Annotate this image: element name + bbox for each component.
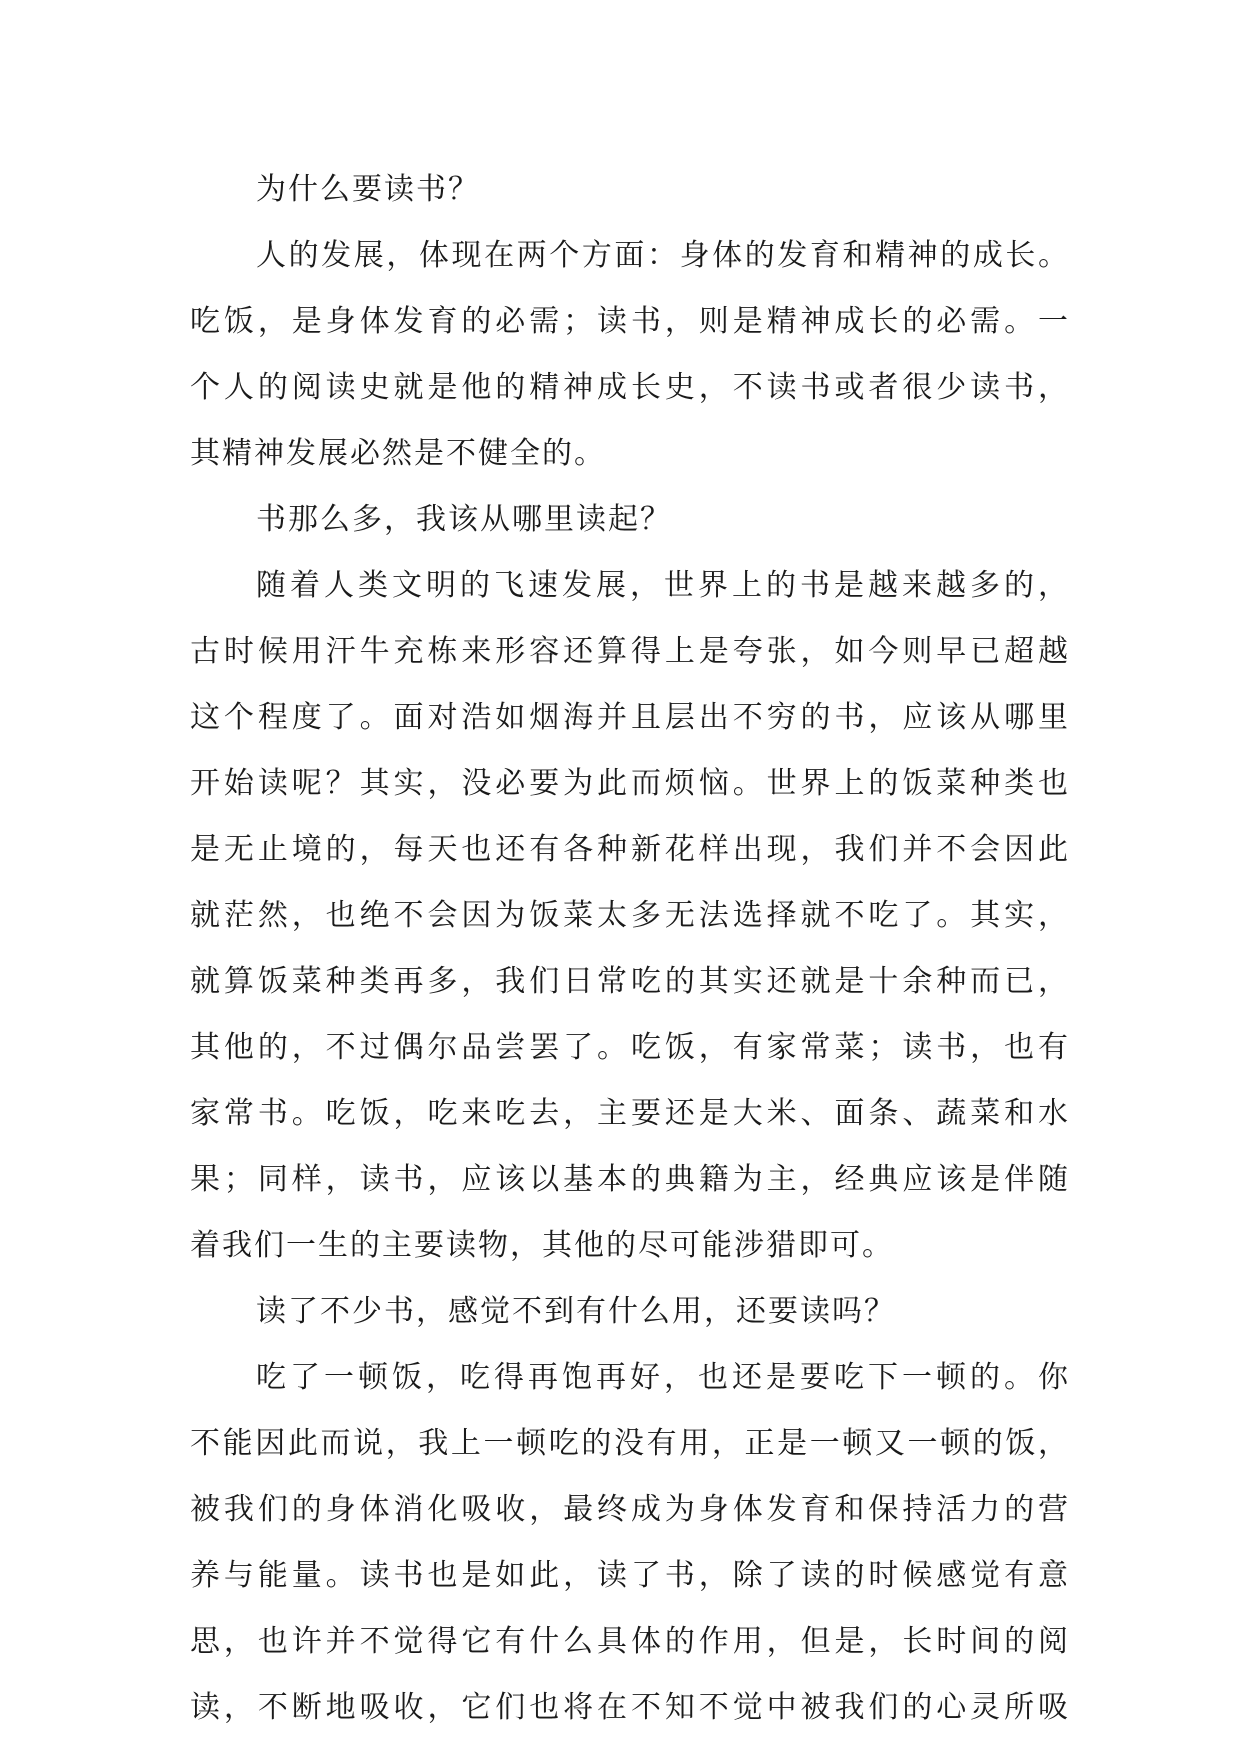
paragraph-line: 被我们的身体消化吸收，最终成为身体发育和保持活力的营 xyxy=(190,1492,1070,1527)
document-body xyxy=(190,157,1070,1741)
paragraph-line: 吃饭，是身体发育的必需；读书，则是精神成长的必需。一 xyxy=(190,304,1070,339)
paragraph-line: 这个程度了。面对浩如烟海并且层出不穷的书，应该从哪里 xyxy=(190,700,1070,735)
paragraph-line: 养与能量。读书也是如此，读了书，除了读的时候感觉有意 xyxy=(190,1558,1070,1593)
paragraph-line: 思，也许并不觉得它有什么具体的作用，但是，长时间的阅 xyxy=(190,1624,1070,1659)
paragraph-line: 人的发展，体现在两个方面：身体的发育和精神的成长。 xyxy=(256,238,1070,273)
paragraph-line: 家常书。吃饭，吃来吃去，主要还是大米、面条、蔬菜和水 xyxy=(190,1096,1070,1131)
question-heading: 读了不少书，感觉不到有什么用，还要读吗？ xyxy=(256,1294,896,1329)
paragraph-line: 果；同样，读书，应该以基本的典籍为主，经典应该是伴随 xyxy=(190,1162,1070,1197)
paragraph-line: 吃了一顿饭，吃得再饱再好，也还是要吃下一顿的。你 xyxy=(256,1360,1070,1395)
question-heading: 为什么要读书？ xyxy=(256,172,480,207)
paragraph-line: 就茫然，也绝不会因为饭菜太多无法选择就不吃了。其实， xyxy=(190,898,1070,933)
paragraph-line: 古时候用汗牛充栋来形容还算得上是夸张，如今则早已超越 xyxy=(190,634,1070,669)
paragraph-line: 不能因此而说，我上一顿吃的没有用，正是一顿又一顿的饭， xyxy=(190,1426,1070,1461)
paragraph-line: 是无止境的，每天也还有各种新花样出现，我们并不会因此 xyxy=(190,832,1070,867)
paragraph-line: 着我们一生的主要读物，其他的尽可能涉猎即可。 xyxy=(190,1228,894,1263)
paragraph-line: 其精神发展必然是不健全的。 xyxy=(190,436,606,471)
paragraph-line: 就算饭菜种类再多，我们日常吃的其实还就是十余种而已， xyxy=(190,964,1070,999)
paragraph-line: 开始读呢？其实，没必要为此而烦恼。世界上的饭菜种类也 xyxy=(190,766,1070,801)
paragraph-line: 随着人类文明的飞速发展，世界上的书是越来越多的， xyxy=(256,568,1070,603)
question-heading: 书那么多，我该从哪里读起？ xyxy=(256,502,672,537)
paragraph-line: 个人的阅读史就是他的精神成长史，不读书或者很少读书， xyxy=(190,370,1070,405)
paragraph-line: 其他的，不过偶尔品尝罢了。吃饭，有家常菜；读书，也有 xyxy=(190,1030,1070,1065)
paragraph-line: 读，不断地吸收，它们也将在不知不觉中被我们的心灵所吸 xyxy=(190,1690,1070,1725)
